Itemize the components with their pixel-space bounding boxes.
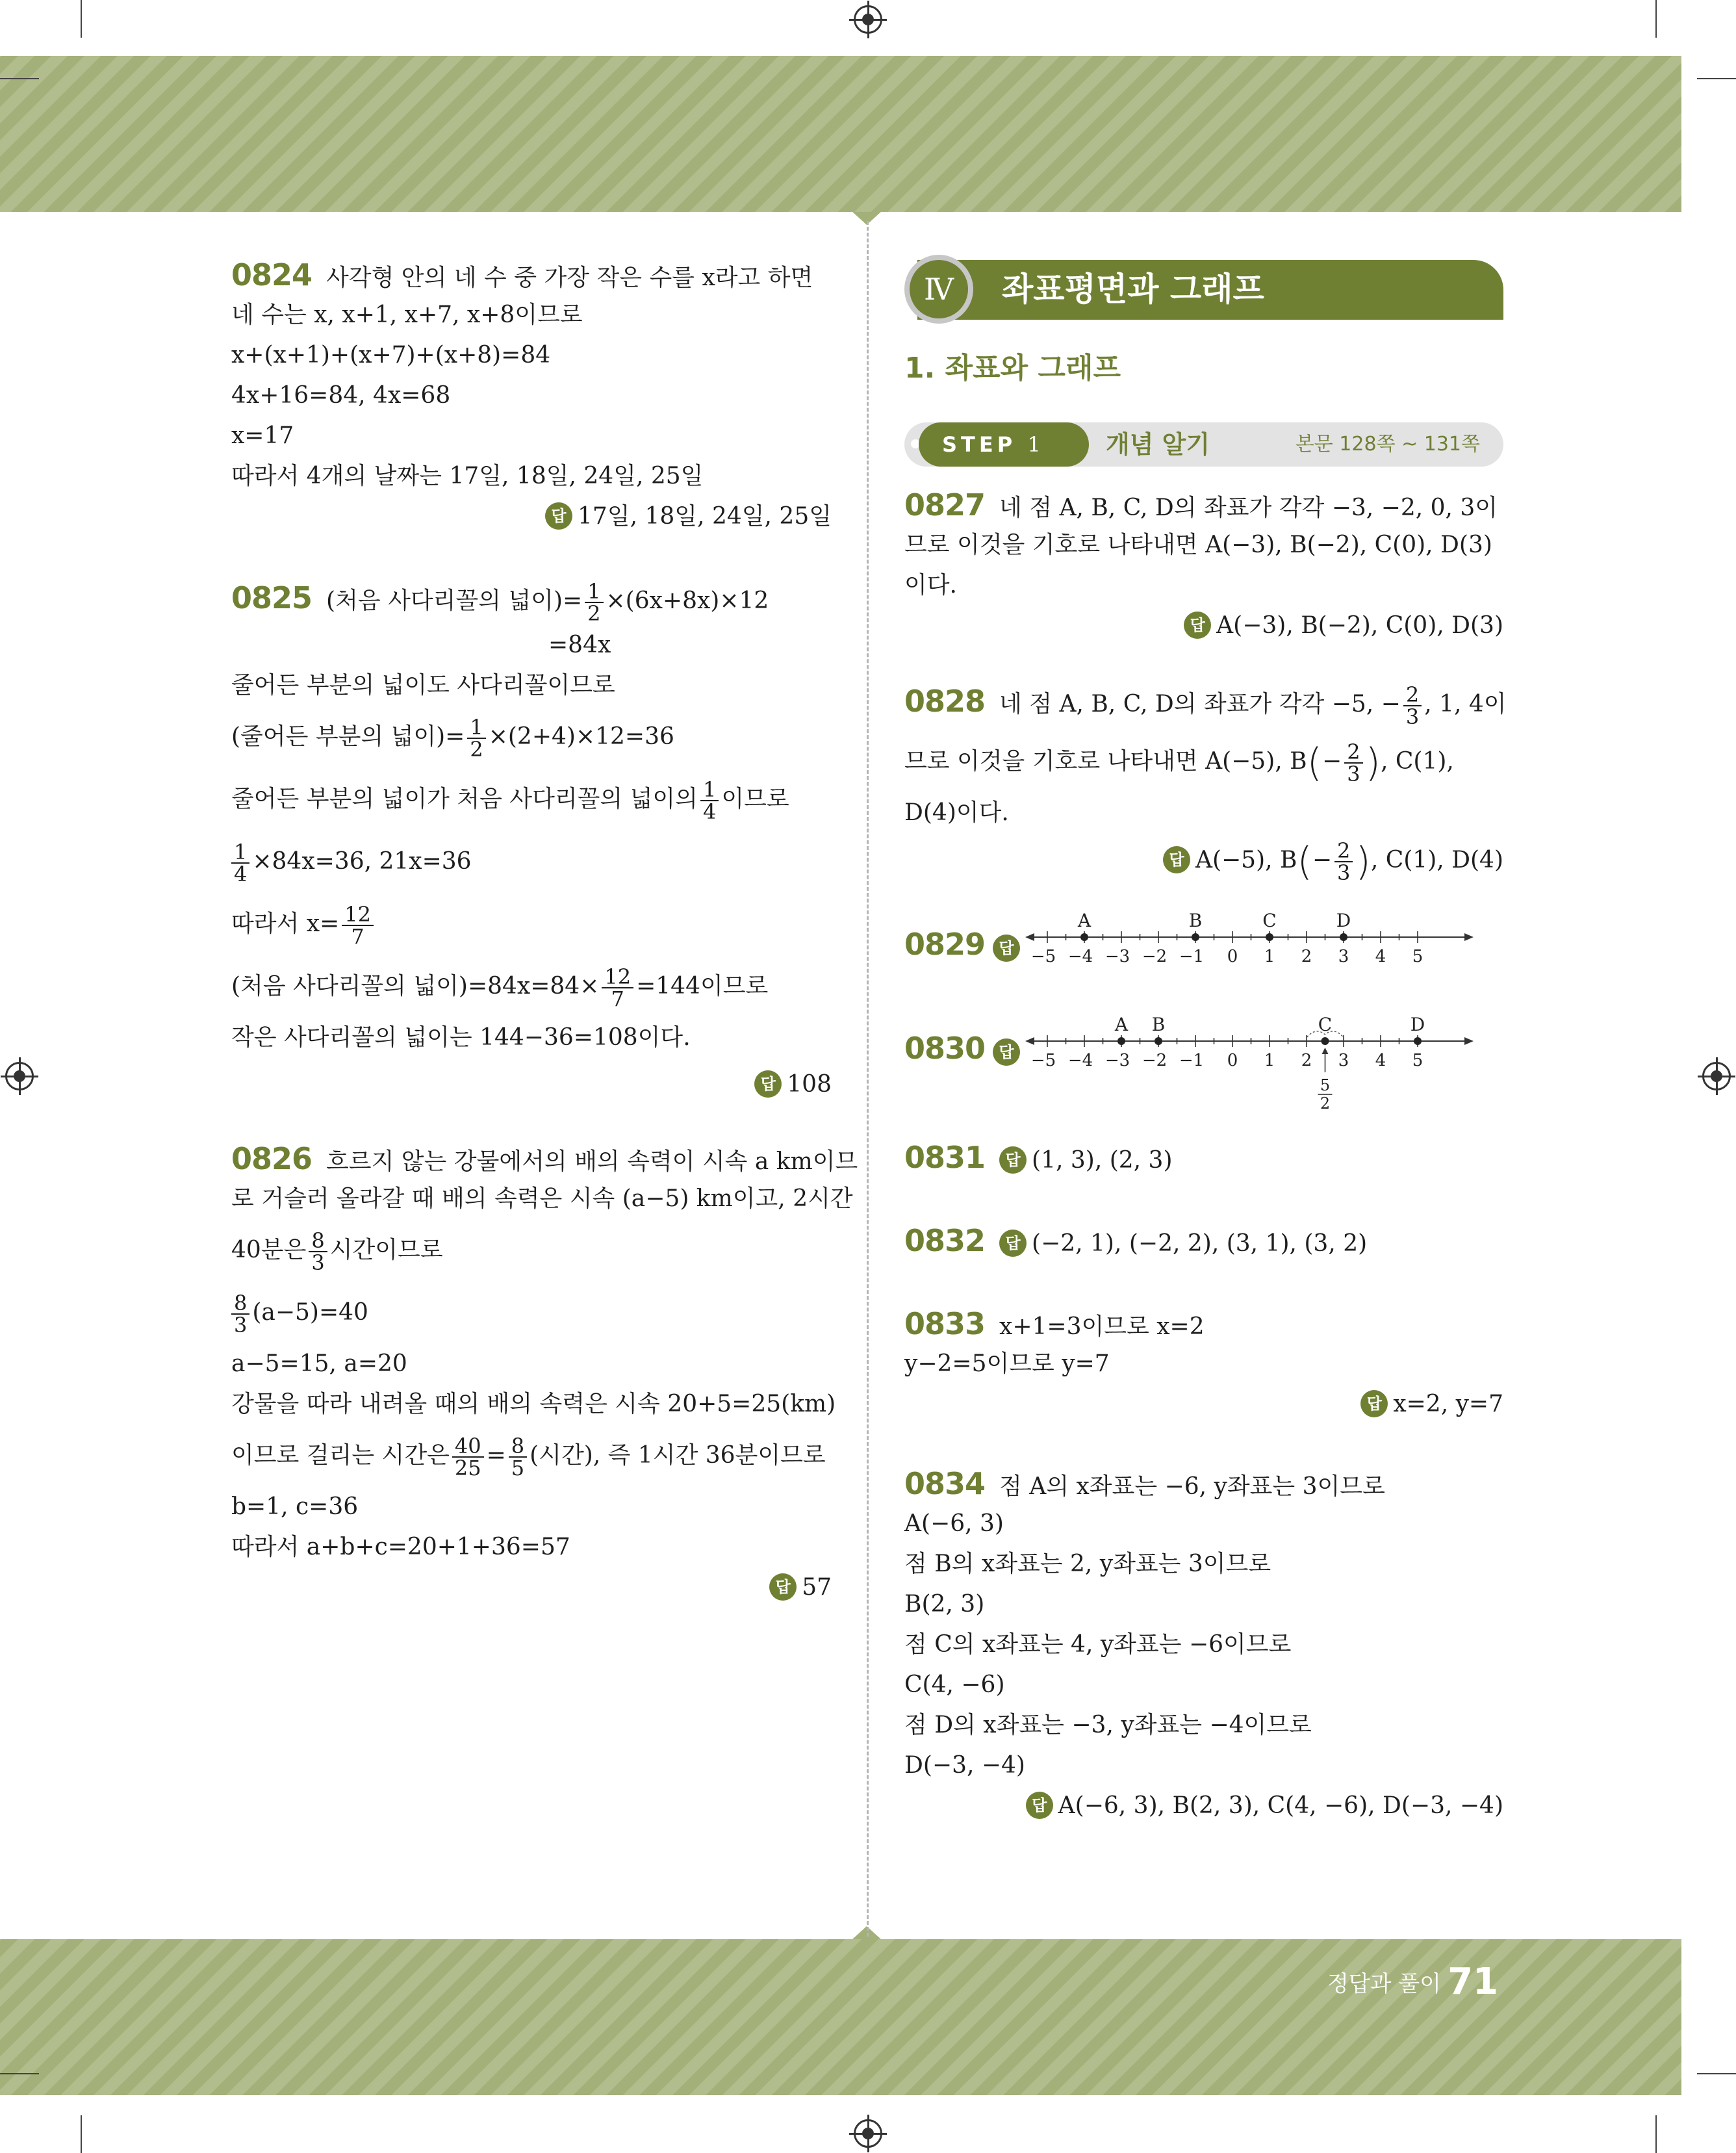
- tick-label: 3: [1338, 947, 1349, 966]
- answer-badge-icon: 답: [754, 1070, 782, 1098]
- right-column: [904, 255, 1507, 1826]
- tick-label: −2: [1142, 947, 1168, 966]
- answer-badge-icon: 답: [1360, 1390, 1388, 1417]
- problem-number: 0827: [904, 487, 986, 522]
- fraction: $\frac{8}{5}$: [509, 1436, 527, 1478]
- tick-label: 3: [1338, 1051, 1349, 1070]
- tick-label: −4: [1067, 1051, 1093, 1070]
- answer-badge-icon: 답: [999, 1230, 1027, 1257]
- point-label: A: [1077, 911, 1091, 931]
- problem-0826: 0826 흐르지 않는 강물에서의 배의 속력이 시속 a km이므 로 거슬러 올라갈 때 배의 속력은 시속 (a−5) km이고, 2시간 40분은 $\frac{8}{3}$ 시간이므로 $\frac{8}{3}$ (a−5)=40 a−5=15, a=20 강물을 따라 내려올 때의 배의 속력은 시속 20+5=25(km) 이므로 걸리는 시간은 $\frac{40}{25}$ = $\frac{8}{5}$ (시간), 즉 1시간 36분이므로 b=1, c=36 따라서 a+b+c=20+1+36=57 답 57: [231, 1139, 832, 1608]
- point-label: C: [1262, 911, 1277, 931]
- chapter-number: Ⅳ: [904, 255, 973, 324]
- problem-number: 0824: [231, 257, 313, 292]
- arrow-left-icon: [1025, 933, 1034, 941]
- answer-row: 답 A(−5), B(− $\frac{2}{3}$ ), C(1), D(4): [904, 833, 1503, 888]
- tick-label: −2: [1142, 1051, 1168, 1070]
- tick-label: −4: [1067, 947, 1093, 966]
- number-line-0830: [1025, 1015, 1474, 1113]
- point-label: C: [1318, 1015, 1333, 1035]
- answer-row: 답 x=2, y=7: [904, 1384, 1503, 1425]
- step-pill: STEP 1: [919, 422, 1089, 467]
- crop-mark: [0, 78, 39, 79]
- point-C: [1321, 1037, 1329, 1045]
- answer-row: 답 57: [231, 1567, 832, 1608]
- crop-mark: [0, 2073, 39, 2074]
- crop-mark: [1655, 0, 1657, 38]
- footer-label: 정답과 풀이: [1327, 1971, 1441, 1997]
- registration-mark-icon: [1702, 1062, 1731, 1090]
- tick-label: 1: [1264, 947, 1275, 966]
- problem-number: 0828: [904, 684, 986, 719]
- column-divider: [867, 221, 869, 1937]
- problem-0834: 0834 점 A의 x좌표는 −6, y좌표는 3이므로 A(−6, 3) 점 B의 x좌표는 2, y좌표는 3이므로 B(2, 3) 점 C의 x좌표는 4, y좌표는 −6이므로 C(4, −6) 점 D의 x좌표는 −3, y좌표는 −4이므로 D(−3, −4) 답 A(−6, 3), B(2, 3), C(4, −6), D(−3, −4): [904, 1463, 1503, 1826]
- fraction: $\frac{2}{3}$: [1403, 684, 1422, 727]
- answer-badge-icon: 답: [993, 935, 1020, 962]
- tick-label: 5: [1412, 947, 1423, 966]
- tick-label: 0: [1227, 947, 1238, 966]
- fraction: $\frac{1}{4}$: [231, 842, 249, 884]
- point-D: [1414, 1037, 1422, 1045]
- fraction: $\frac{8}{3}$: [309, 1230, 327, 1273]
- answer-badge-icon: 답: [999, 1146, 1027, 1174]
- tick-label: 4: [1375, 947, 1386, 966]
- answer-row: 답 108: [231, 1064, 832, 1105]
- point-label: B: [1151, 1015, 1166, 1035]
- answer-badge-icon: 답: [545, 502, 572, 530]
- registration-mark-icon: [854, 5, 882, 34]
- answer-row: 답 A(−3), B(−2), C(0), D(3): [904, 606, 1503, 646]
- arrow-left-icon: [1025, 1037, 1034, 1045]
- tick-label: 2: [1301, 947, 1312, 966]
- arrow-right-icon: [1464, 1037, 1474, 1045]
- point-label: D: [1336, 911, 1351, 931]
- registration-mark-icon: [5, 1062, 34, 1090]
- point-label: B: [1188, 911, 1203, 931]
- problem-0824: 0824 사각형 안의 네 수 중 가장 작은 수를 x라고 하면 네 수는 x, x+1, x+7, x+8이므로 x+(x+1)+(x+7)+(x+8)=84 4x+16=84, 4x=68 x=17 따라서 4개의 날짜는 17일, 18일, 24일, 25일 답 17일, 18일, 24일, 25일: [231, 255, 832, 537]
- tick-label: 1: [1264, 1051, 1275, 1070]
- problem-number: 0834: [904, 1466, 986, 1501]
- problem-number: 0829: [904, 927, 986, 962]
- problem-0828: 0828 네 점 A, B, C, D의 좌표가 각각 −5, − $\frac{2}{3}$ , 1, 4이 므로 이것을 기호로 나타내면 A(−5), B(− $\frac{2}{3}$ ), C(1), D(4)이다. 답 A(−5), B(− $\frac{2}{3}$ ), C(1), D(4): [904, 672, 1503, 888]
- registration-mark-icon: [854, 2119, 882, 2148]
- tick-label: −5: [1030, 947, 1056, 966]
- crop-mark: [81, 0, 82, 38]
- problem-0833: 0833 x+1=3이므로 x=2 y−2=5이므로 y=7 답 x=2, y=7: [904, 1304, 1503, 1425]
- number-line-0829: [1025, 911, 1474, 983]
- top-decorative-band: [0, 56, 1681, 212]
- answer-badge-icon: 답: [1026, 1792, 1053, 1819]
- fraction-numerator: 5: [1320, 1076, 1331, 1094]
- section-title: 1. 좌표와 그래프: [904, 352, 1121, 385]
- tick-label: 5: [1412, 1051, 1423, 1070]
- point-label: A: [1114, 1015, 1129, 1035]
- problem-0829: [904, 907, 1503, 985]
- tick-label: −1: [1179, 947, 1205, 966]
- fraction: $\frac{2}{3}$: [1344, 741, 1362, 784]
- arrow-right-icon: [1464, 933, 1474, 941]
- answer-row: 답 A(−6, 3), B(2, 3), C(4, −6), D(−3, −4): [904, 1786, 1503, 1826]
- tick-label: −3: [1104, 947, 1130, 966]
- crop-mark: [1697, 78, 1736, 79]
- point-label: D: [1410, 1015, 1425, 1035]
- left-column: [231, 255, 858, 1608]
- pointer-arrow-icon: [1322, 1048, 1329, 1054]
- crop-mark: [1697, 2073, 1736, 2074]
- answer-badge-icon: 답: [769, 1573, 797, 1601]
- problem-0830: [904, 1011, 1503, 1113]
- tick-label: 4: [1375, 1051, 1386, 1070]
- point-C: [1266, 933, 1273, 941]
- point-A: [1117, 1037, 1125, 1045]
- page-number: 71: [1448, 1961, 1498, 2003]
- step-title: 개념 알기: [1106, 430, 1210, 459]
- problem-number: 0833: [904, 1306, 986, 1341]
- problem-number: 0825: [231, 580, 313, 615]
- crop-mark: [81, 2115, 82, 2153]
- step-bar: [904, 422, 1503, 467]
- point-B: [1192, 933, 1199, 941]
- point-D: [1340, 933, 1347, 941]
- problem-number: 0826: [231, 1141, 313, 1176]
- point-A: [1080, 933, 1088, 941]
- problem-0832: 0832 답 (−2, 1), (−2, 2), (3, 1), (3, 2): [904, 1223, 1368, 1258]
- fraction: $\frac{2}{3}$: [1334, 840, 1353, 883]
- problem-number: 0830: [904, 1031, 986, 1066]
- tick-label: −5: [1030, 1051, 1056, 1070]
- answer-badge-icon: 답: [993, 1038, 1020, 1066]
- tick-label: 2: [1301, 1051, 1312, 1070]
- fraction: $\frac{1}{4}$: [700, 779, 719, 822]
- fraction: $\frac{1}{2}$: [585, 581, 603, 624]
- problem-0825: 0825 (처음 사다리꼴의 넓이)= $\frac{1}{2}$ ×(6x+8x)×12 =84x 줄어든 부분의 넓이도 사다리꼴이므로 (줄어든 부분의 넓이)= $\frac{1}{2}$ ×(2+4)×12=36 줄어든 부분의 넓이가 처음 사다리꼴의 넓이의 $\frac{1}{4}$ 이므로 $\frac{1}{4}$ ×84x=36, 21x=36 따라서 x= $\frac{12}{7}$ (처음 사다리꼴의 넓이)=84x=84× $\frac{12}{7}$ =144이므로 작은 사다리꼴의 넓이는 144−36=108이다. 답 108: [231, 571, 832, 1105]
- fraction-denominator: 2: [1320, 1094, 1331, 1113]
- problem-0831: 0831 답 (1, 3), (2, 3): [904, 1140, 1173, 1175]
- answer-badge-icon: 답: [1184, 612, 1211, 639]
- problem-0827: 0827 네 점 A, B, C, D의 좌표가 각각 −3, −2, 0, 3이 므로 이것을 기호로 나타내면 A(−3), B(−2), C(0), D(3) 이다. 답 A(−3), B(−2), C(0), D(3): [904, 485, 1503, 646]
- crop-mark: [1655, 2115, 1657, 2153]
- step-page-range: 본문 128쪽 ~ 131쪽: [1295, 433, 1480, 456]
- fraction: $\frac{40}{25}$: [452, 1436, 484, 1478]
- answer-badge-icon: 답: [1163, 846, 1190, 873]
- chapter-header: [904, 255, 1503, 326]
- problem-number: 0831: [904, 1140, 986, 1175]
- fraction: $\frac{12}{7}$: [342, 904, 374, 947]
- tick-label: 0: [1227, 1051, 1238, 1070]
- fraction: $\frac{8}{3}$: [231, 1293, 249, 1335]
- point-B: [1155, 1037, 1162, 1045]
- problem-number: 0832: [904, 1223, 986, 1258]
- fraction: $\frac{12}{7}$: [602, 966, 633, 1009]
- tick-label: −3: [1104, 1051, 1130, 1070]
- bottom-decorative-band: [0, 1939, 1681, 2095]
- fraction: $\frac{1}{2}$: [467, 717, 485, 760]
- answer-row: 답 17일, 18일, 24일, 25일: [231, 496, 832, 537]
- chapter-title: 좌표평면과 그래프: [1002, 270, 1264, 308]
- tick-label: −1: [1179, 1051, 1205, 1070]
